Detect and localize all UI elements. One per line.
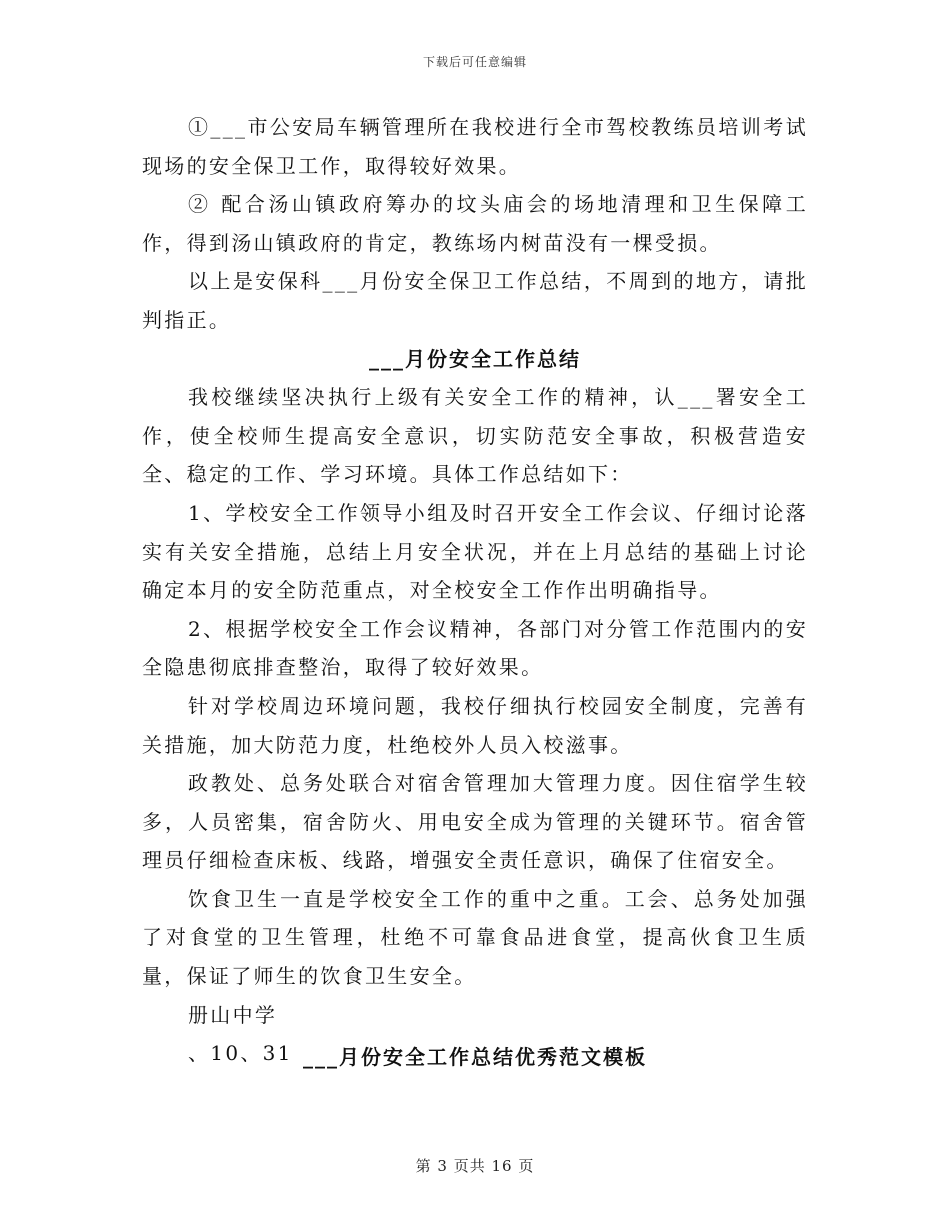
section-paragraph-5: 政教处、总务处联合对宿舍管理加大管理力度。因住宿学生较多，人员密集，宿舍防火、用电安全成为管理的关键环节。宿舍管理员仔细检查床板、线路，增强安全责任意识，确保了住宿安全。 <box>142 771 808 873</box>
section-paragraph-1: 我校继续坚决执行上级有关安全工作的精神，认___署安全工作，使全校师生提高安全意识，切实防范安全事故，积极营造安全、稳定的工作、学习环境。具体工作总结如下： <box>142 385 808 487</box>
paragraph-3: 以上是安保科___月份安全保卫工作总结，不周到的地方，请批判指正。 <box>142 269 808 332</box>
paragraph-1: ①___市公安局车辆管理所在我校进行全市驾校教练员培训考试现场的安全保卫工作，取得较好效果。 <box>142 115 808 178</box>
section-paragraph-4: 针对学校周边环境问题，我校仔细执行校园安全制度，完善有关措施，加大防范力度，杜绝校外人员入校滋事。 <box>142 693 808 757</box>
next-section-heading: ___月份安全工作总结优秀范文模板 <box>303 1045 647 1069</box>
signature: 册山中学 <box>188 1002 278 1027</box>
section-paragraph-6: 饮食卫生一直是学校安全工作的重中之重。工会、总务处加强了对食堂的卫生管理，杜绝不可靠食品进食堂，提高伙食卫生质量，保证了师生的饮食卫生安全。 <box>142 886 808 989</box>
page-number: 第 3 页共 16 页 <box>415 1157 535 1175</box>
section-paragraph-2: 1、学校安全工作领导小组及时召开安全工作会议、仔细讨论落实有关安全措施，总结上月安全状况，并在上月总结的基础上讨论确定本月的安全防范重点，对全校安全工作作出明确指导。 <box>142 500 808 603</box>
section-paragraph-3: 2、根据学校安全工作会议精神，各部门对分管工作范围内的安全隐患彻底排查整治，取得了较好效果。 <box>142 616 808 680</box>
paragraph-2: ② 配合汤山镇政府筹办的坟头庙会的场地清理和卫生保障工作，得到汤山镇政府的肯定，教练场内树苗没有一棵受损。 <box>142 192 808 255</box>
document-body <box>142 108 808 1073</box>
section-heading: ___月份安全工作总结 <box>369 346 581 371</box>
date: 、10、31 <box>188 1041 293 1066</box>
header-note: 下载后可任意编辑 <box>422 55 527 69</box>
